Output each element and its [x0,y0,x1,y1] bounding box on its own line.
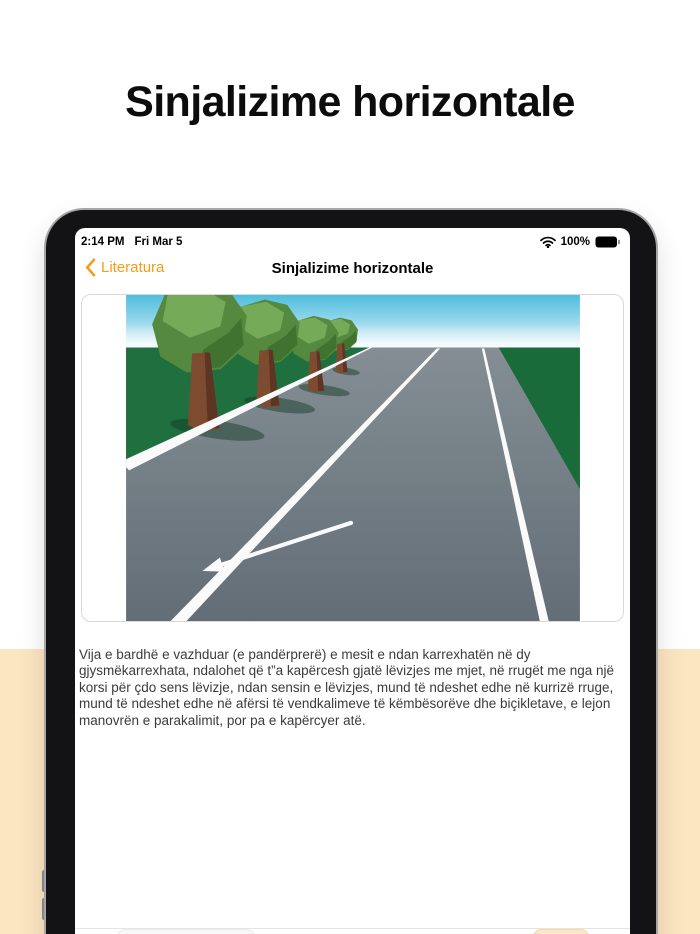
nav-title: Sinjalizime horizontale [271,260,434,277]
illustration-card [81,294,624,622]
road-marking-illustration [124,295,582,621]
navigation-bar [75,253,630,287]
back-button-label: Literatura [101,259,165,276]
status-date: Fri Mar 5 [134,236,183,248]
tablet-screen [75,228,630,934]
status-bar [75,228,630,251]
battery-percent: 100% [560,236,590,248]
bottom-bar-button-left[interactable] [117,929,255,934]
battery-icon [595,236,620,248]
lesson-paragraph: Vija e bardhë e vazhduar (e pandërprerë) e mesit e ndan karrexhatën në dy gjysmëkarrexhata, ndalohet që t”a kapërcesh gjatë lëvizjes me mjet, në rrugët me nga një korsi për çdo sens lëvizje, ndan sensin e lëvizjes, mund të ndeshet edhe në kurrizë rruge, mund të ndeshet edhe në afërsi të vendkalimeve të këmbësorëve dhe biçikletave, e lejon manovrën e parakalimit, por pa e kapërcyer atë. [79,647,615,728]
wifi-icon [540,236,556,248]
page-title: Sinjalizime horizontale [125,78,575,126]
status-time: 2:14 PM [81,236,125,248]
bottom-bar-button-right[interactable] [533,929,589,934]
tablet-frame [46,210,656,934]
